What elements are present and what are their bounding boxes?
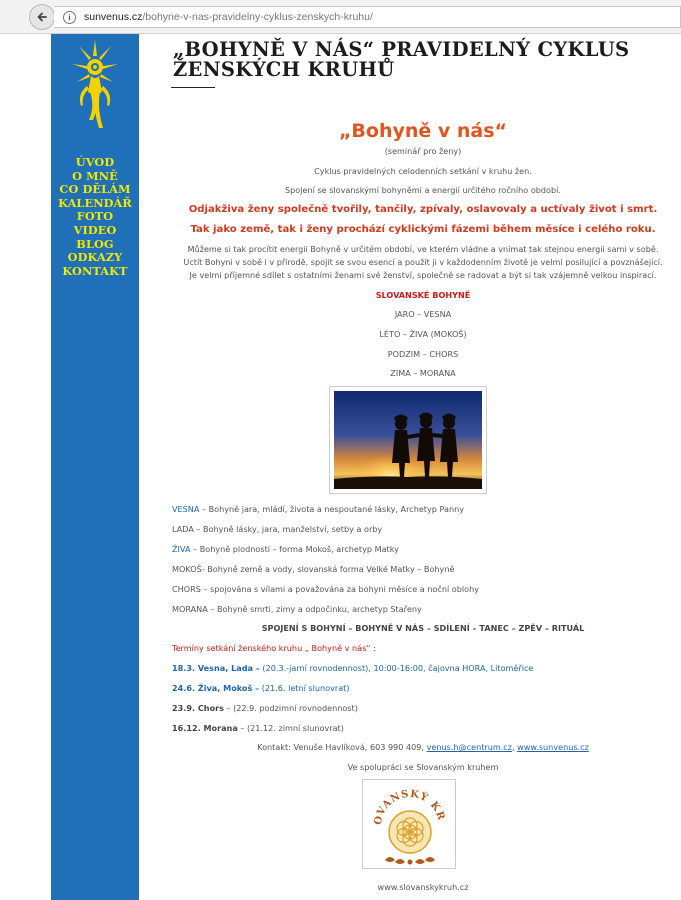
toolbar-left-area xyxy=(0,0,30,34)
footer-url[interactable]: www.slovanskykruh.cz xyxy=(377,882,469,892)
url-path: /bohyne-v-nas-pravidelny-cyklus-zenskych-kruhu/ xyxy=(142,11,373,23)
desc-lada-text: – Bohyně lásky, jara, manželství, setby a orby xyxy=(193,524,383,534)
nav-item-kontakt[interactable]: KONTAKT xyxy=(62,263,128,278)
back-button[interactable] xyxy=(29,4,55,30)
nav-item-uvod[interactable]: ÚVOD xyxy=(75,155,115,169)
highlight-line-2: Tak jako země, tak i ženy prochází cyklickými fázemi během měsíce i celého roku. xyxy=(190,224,656,235)
season-summer: LÉTO – ŽIVA (MOKOŠ) xyxy=(379,329,467,339)
contact-line xyxy=(165,742,681,752)
cooperation-line: Ve spolupráci se Slovanským kruhem xyxy=(347,762,499,772)
date-row-spring xyxy=(172,663,533,673)
desc-morana-text: – Bohyně smrti, zimy a odpočinku, archetyp Stařeny xyxy=(207,604,422,614)
nav-item-odkazy[interactable]: ODKAZY xyxy=(67,250,123,265)
desc-vesna-name: VESNA xyxy=(172,504,200,514)
desc-morana-name: MORANA xyxy=(172,604,208,614)
slovansky-kruh-seal[interactable] xyxy=(362,779,456,869)
desc-chors xyxy=(172,584,479,594)
nav-item-blog[interactable]: BLOG xyxy=(76,236,114,251)
article-subtitle: (seminář pro ženy) xyxy=(384,146,462,156)
season-winter: ZIMA – MORANA xyxy=(390,368,456,378)
intro-line-1: Cyklus pravidelných celodenních setkání v kruhu žen. xyxy=(314,166,532,176)
title-divider xyxy=(171,87,215,88)
desc-ziva-name: ŽIVA xyxy=(172,544,191,554)
nav-item-o-mne[interactable]: O MNĚ xyxy=(72,168,118,183)
desc-ziva xyxy=(172,544,399,554)
date-winter-rest: – (21.12. zimní slunovrat) xyxy=(237,723,344,733)
paragraph-line-1: Můžeme si tak procítit energii Bohyně v určitém období, ve kterém vládne a vnímat tak stejnou energii sami v sobě. xyxy=(187,244,659,254)
contact-prefix: Kontakt: Venuše Havlíková, 603 990 409, xyxy=(257,742,427,752)
desc-mokos-name: MOKOŠ xyxy=(172,564,202,574)
main-nav xyxy=(51,156,139,278)
desc-ziva-text: – Bohyně plodnosti – forma Mokoš, archetyp Matky xyxy=(190,544,399,554)
page-title-line1: „BOHYNĚ V NÁS“ PRAVIDELNÝ CYKLUS xyxy=(173,38,630,61)
browser-toolbar xyxy=(0,0,681,34)
seal-image xyxy=(363,780,457,870)
seal-text: OVANSKÝ KR xyxy=(372,788,447,826)
date-winter-label: 16.12. Morana xyxy=(172,723,238,733)
paragraph-line-3: Je velmi příjemné sdílet s ostatními ženami své ženství, společně se radovat a být si tak vzájemně velkou inspirací. xyxy=(189,270,657,280)
nav-item-foto[interactable]: FOTO xyxy=(76,209,114,224)
nav-item-kalendar[interactable]: KALENDÁŘ xyxy=(58,195,132,210)
desc-vesna xyxy=(172,504,464,514)
season-autumn: PODZIM – CHORS xyxy=(387,349,459,359)
goddesses-heading: SLOVANSKÉ BOHYNĚ xyxy=(375,290,471,300)
date-spring-rest: (20.3.-jarní rovnodennost), 10:00-16:00, čajovna HORA, Litoměřice xyxy=(259,663,534,673)
desc-morana xyxy=(172,604,422,614)
date-row-autumn xyxy=(172,703,358,713)
desc-lada-name: LADA xyxy=(172,524,194,534)
sidebar xyxy=(51,34,139,900)
desc-vesna-text: – Bohyně jara, mládí, života a nespoutané lásky, Archetyp Panny xyxy=(199,504,464,514)
desc-lada xyxy=(172,524,382,534)
season-spring: JARO – VESNA xyxy=(394,309,452,319)
desc-mokos-text: - Bohyně země a vody, slovanská forma Velké Matky – Bohyně xyxy=(201,564,455,574)
contact-separator: , xyxy=(511,742,518,752)
address-bar[interactable] xyxy=(54,6,681,28)
url-host: sunvenus.cz xyxy=(84,11,143,23)
desc-mokos xyxy=(172,564,454,574)
info-icon[interactable]: i xyxy=(63,11,76,24)
date-summer-label: 24.6. Živa, Mokoš – xyxy=(172,683,260,693)
contact-web-link[interactable]: www.sunvenus.cz xyxy=(517,742,589,752)
desc-chors-text: – spojována s vílami a považována za bohyni měsíce a noční oblohy xyxy=(200,584,480,594)
highlight-line-1: Odjakživa ženy společně tvořily, tančily, zpívaly, oslavovaly a uctívaly život i smrt. xyxy=(188,204,658,215)
nav-item-co-delam[interactable]: CO DĚLÁM xyxy=(59,182,131,197)
arrow-left-icon xyxy=(36,11,48,23)
sunset-women-image xyxy=(334,391,482,489)
sunset-photo xyxy=(329,386,487,494)
date-autumn-label: 23.9. Chors xyxy=(172,703,224,713)
date-summer-rest: (21.6. letní slunovrat) xyxy=(259,683,350,693)
page-title xyxy=(173,40,643,80)
date-spring-label: 18.3. Vesna, Lada – xyxy=(172,663,260,673)
nav-item-video[interactable]: VIDEO xyxy=(73,222,117,237)
desc-chors-name: CHORS xyxy=(172,584,201,594)
article-heading: „Bohyně v nás“ xyxy=(338,120,508,142)
dates-heading: Termíny setkání ženského kruhu „ Bohyně v nás“ : xyxy=(172,643,376,653)
sun-goddess-logo xyxy=(69,36,121,134)
theme-line: SPOJENÍ S BOHYNÍ – BOHYNĚ V NÁS – SDÍLENÍ – TANEC – ZPĚV – RITUÁL xyxy=(261,623,585,633)
date-row-winter xyxy=(172,723,344,733)
date-row-summer xyxy=(172,683,350,693)
date-autumn-rest: – (22.9. podzimní rovnodennost) xyxy=(223,703,358,713)
paragraph-line-2: Uctít Bohyni v sobě i v přírodě, spojit se svou esencí a použít ji v každodenním životě je velmi posilující a povznášející. xyxy=(183,257,663,267)
page-title-line2: ŽENSKÝCH KRUHŮ xyxy=(173,58,395,81)
intro-line-2: Spojení se slovanskými bohyněmi a energií určitého ročního období. xyxy=(285,185,561,195)
contact-email-link[interactable]: venus.h@centrum.cz xyxy=(426,742,512,752)
